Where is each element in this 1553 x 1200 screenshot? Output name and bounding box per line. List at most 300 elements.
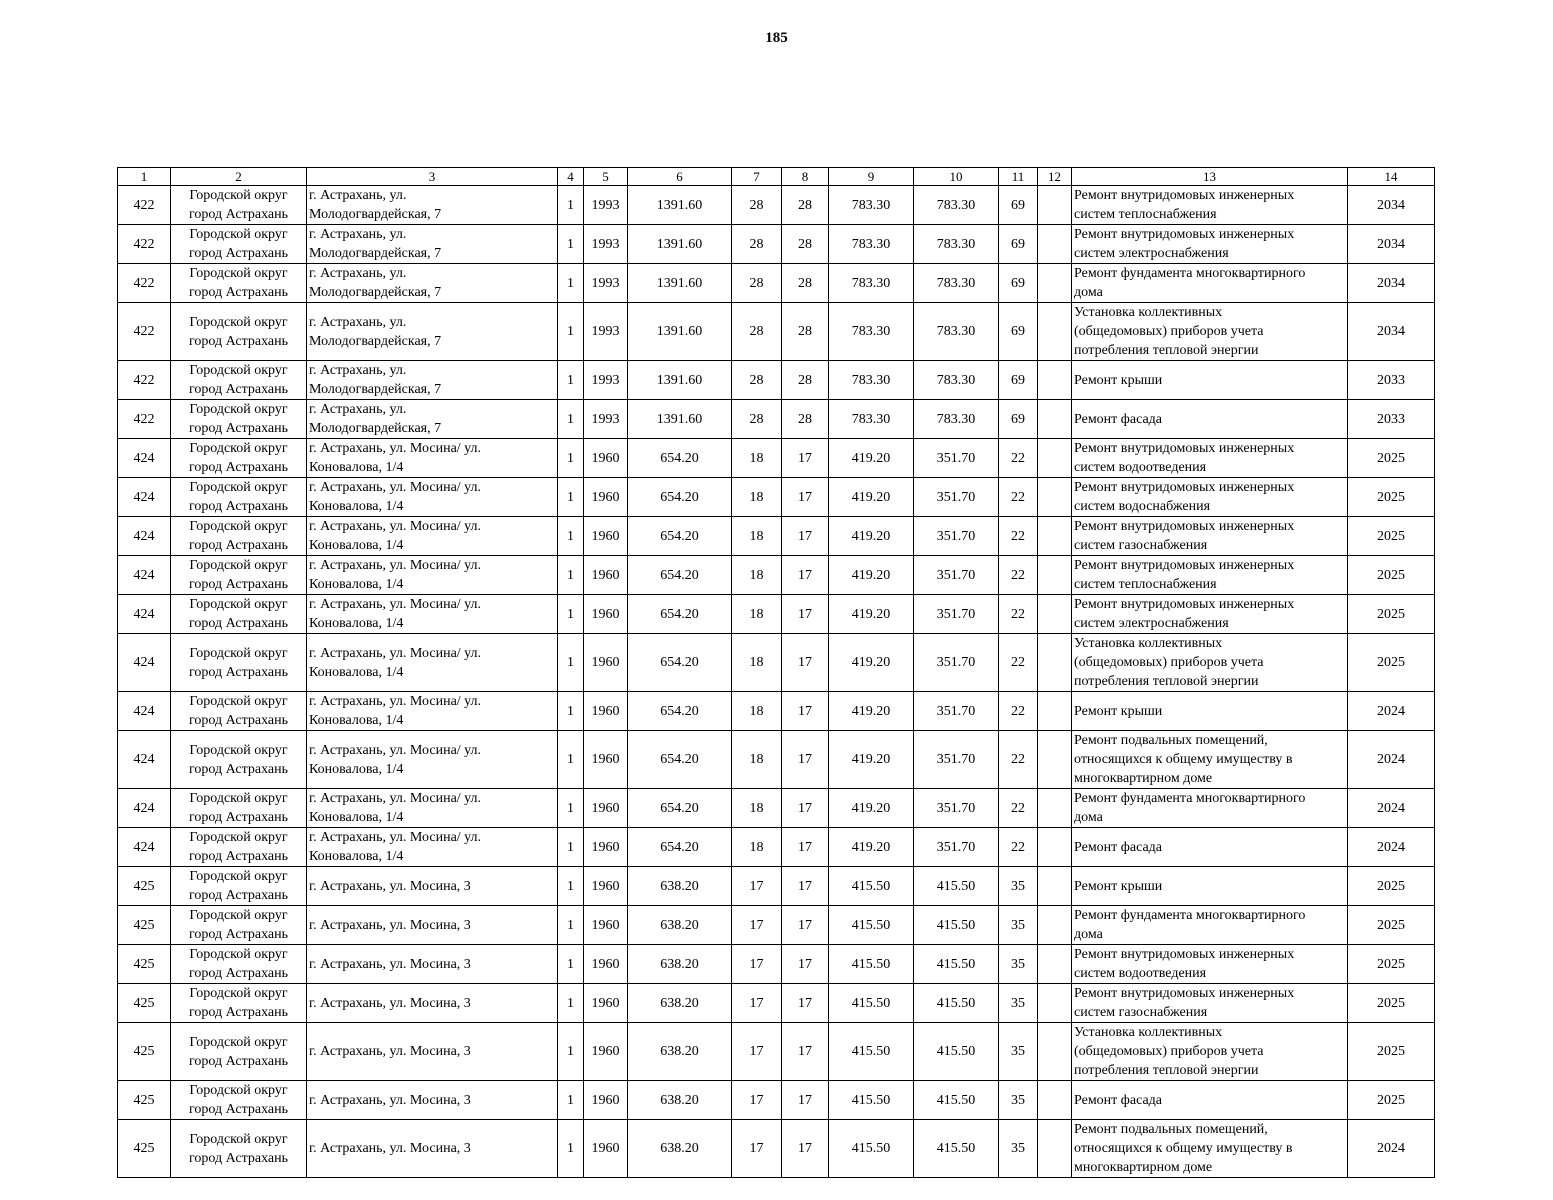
col6-cell: 654.20 — [628, 789, 732, 828]
col10-cell: 351.70 — [914, 731, 999, 789]
col11-cell: 22 — [999, 517, 1038, 556]
col7-cell: 18 — [732, 789, 782, 828]
col12-cell — [1038, 361, 1072, 400]
work-type-cell: Ремонт крыши — [1072, 692, 1348, 731]
page-number: 185 — [765, 30, 788, 46]
planned-year-cell: 2025 — [1348, 906, 1435, 945]
col6-cell: 638.20 — [628, 867, 732, 906]
col8-cell: 17 — [782, 1023, 829, 1081]
col6-cell: 654.20 — [628, 595, 732, 634]
work-type-cell: Установка коллективных (общедомовых) приборов учета потребления тепловой энергии — [1072, 303, 1348, 361]
col6-cell: 1391.60 — [628, 264, 732, 303]
col11-cell: 35 — [999, 945, 1038, 984]
table-row — [118, 828, 1435, 867]
column-header: 1 — [118, 168, 171, 186]
year-cell: 1993 — [584, 225, 628, 264]
col8-cell: 17 — [782, 595, 829, 634]
municipality-cell: Городской округ город Астрахань — [171, 731, 307, 789]
address-cell: г. Астрахань, ул. Мосина, 3 — [307, 867, 558, 906]
col12-cell — [1038, 478, 1072, 517]
col11-cell: 69 — [999, 361, 1038, 400]
work-type-cell: Ремонт подвальных помещений, относящихся к общему имуществу в многоквартирном доме — [1072, 731, 1348, 789]
col9-cell: 419.20 — [829, 828, 914, 867]
column-header: 5 — [584, 168, 628, 186]
table-row — [118, 478, 1435, 517]
municipality-cell: Городской округ город Астрахань — [171, 906, 307, 945]
col9-cell: 783.30 — [829, 303, 914, 361]
col9-cell: 415.50 — [829, 1081, 914, 1120]
col6-cell: 1391.60 — [628, 400, 732, 439]
col12-cell — [1038, 595, 1072, 634]
municipality-cell: Городской округ город Астрахань — [171, 517, 307, 556]
municipality-cell: Городской округ город Астрахань — [171, 439, 307, 478]
col7-cell: 18 — [732, 517, 782, 556]
planned-year-cell: 2025 — [1348, 478, 1435, 517]
planned-year-cell: 2034 — [1348, 186, 1435, 225]
row-number-cell: 425 — [118, 1023, 171, 1081]
col11-cell: 22 — [999, 556, 1038, 595]
col9-cell: 419.20 — [829, 556, 914, 595]
col10-cell: 351.70 — [914, 595, 999, 634]
work-type-cell: Ремонт внутридомовых инженерных систем электроснабжения — [1072, 595, 1348, 634]
work-type-cell: Ремонт фундамента многоквартирного дома — [1072, 789, 1348, 828]
col8-cell: 28 — [782, 225, 829, 264]
col8-cell: 28 — [782, 361, 829, 400]
col9-cell: 419.20 — [829, 731, 914, 789]
col6-cell: 654.20 — [628, 478, 732, 517]
planned-year-cell: 2024 — [1348, 828, 1435, 867]
col8-cell: 17 — [782, 634, 829, 692]
col10-cell: 351.70 — [914, 439, 999, 478]
year-cell: 1960 — [584, 556, 628, 595]
col9-cell: 419.20 — [829, 692, 914, 731]
col4-cell: 1 — [558, 1120, 584, 1178]
year-cell: 1960 — [584, 789, 628, 828]
col9-cell: 783.30 — [829, 361, 914, 400]
col12-cell — [1038, 789, 1072, 828]
col11-cell: 22 — [999, 634, 1038, 692]
work-type-cell: Ремонт фасада — [1072, 400, 1348, 439]
col4-cell: 1 — [558, 517, 584, 556]
address-cell: г. Астрахань, ул. Мосина/ ул. Коновалова, 1/4 — [307, 731, 558, 789]
col6-cell: 638.20 — [628, 945, 732, 984]
column-header: 13 — [1072, 168, 1348, 186]
col9-cell: 415.50 — [829, 1120, 914, 1178]
col7-cell: 28 — [732, 361, 782, 400]
col11-cell: 35 — [999, 1081, 1038, 1120]
col4-cell: 1 — [558, 303, 584, 361]
work-type-cell: Установка коллективных (общедомовых) приборов учета потребления тепловой энергии — [1072, 634, 1348, 692]
address-cell: г. Астрахань, ул. Мосина, 3 — [307, 945, 558, 984]
table-row — [118, 984, 1435, 1023]
col11-cell: 22 — [999, 828, 1038, 867]
col7-cell: 17 — [732, 906, 782, 945]
table-row — [118, 945, 1435, 984]
table-row — [118, 439, 1435, 478]
year-cell: 1960 — [584, 945, 628, 984]
col7-cell: 28 — [732, 400, 782, 439]
col6-cell: 654.20 — [628, 731, 732, 789]
col10-cell: 415.50 — [914, 867, 999, 906]
col7-cell: 18 — [732, 731, 782, 789]
col4-cell: 1 — [558, 634, 584, 692]
row-number-cell: 422 — [118, 264, 171, 303]
work-type-cell: Ремонт внутридомовых инженерных систем газоснабжения — [1072, 984, 1348, 1023]
col11-cell: 69 — [999, 225, 1038, 264]
planned-year-cell: 2033 — [1348, 361, 1435, 400]
col4-cell: 1 — [558, 906, 584, 945]
col11-cell: 22 — [999, 595, 1038, 634]
row-number-cell: 424 — [118, 731, 171, 789]
col10-cell: 415.50 — [914, 945, 999, 984]
col10-cell: 351.70 — [914, 634, 999, 692]
col4-cell: 1 — [558, 1023, 584, 1081]
col4-cell: 1 — [558, 186, 584, 225]
row-number-cell: 424 — [118, 478, 171, 517]
row-number-cell: 425 — [118, 945, 171, 984]
col4-cell: 1 — [558, 984, 584, 1023]
col11-cell: 22 — [999, 478, 1038, 517]
col12-cell — [1038, 828, 1072, 867]
row-number-cell: 422 — [118, 400, 171, 439]
col4-cell: 1 — [558, 264, 584, 303]
col7-cell: 28 — [732, 225, 782, 264]
col8-cell: 28 — [782, 186, 829, 225]
year-cell: 1960 — [584, 1120, 628, 1178]
col8-cell: 17 — [782, 828, 829, 867]
address-cell: г. Астрахань, ул. Мосина/ ул. Коновалова, 1/4 — [307, 828, 558, 867]
col12-cell — [1038, 400, 1072, 439]
year-cell: 1960 — [584, 439, 628, 478]
municipality-cell: Городской округ город Астрахань — [171, 361, 307, 400]
work-type-cell: Ремонт крыши — [1072, 361, 1348, 400]
planned-year-cell: 2025 — [1348, 517, 1435, 556]
col12-cell — [1038, 264, 1072, 303]
year-cell: 1993 — [584, 186, 628, 225]
col6-cell: 654.20 — [628, 517, 732, 556]
col4-cell: 1 — [558, 478, 584, 517]
municipality-cell: Городской округ город Астрахань — [171, 400, 307, 439]
year-cell: 1960 — [584, 634, 628, 692]
col4-cell: 1 — [558, 1081, 584, 1120]
column-header: 4 — [558, 168, 584, 186]
address-cell: г. Астрахань, ул. Мосина, 3 — [307, 1081, 558, 1120]
col9-cell: 783.30 — [829, 400, 914, 439]
address-cell: г. Астрахань, ул. Молодогвардейская, 7 — [307, 225, 558, 264]
work-type-cell: Ремонт внутридомовых инженерных систем водоснабжения — [1072, 478, 1348, 517]
col12-cell — [1038, 1081, 1072, 1120]
year-cell: 1960 — [584, 828, 628, 867]
row-number-cell: 424 — [118, 556, 171, 595]
row-number-cell: 422 — [118, 225, 171, 264]
municipality-cell: Городской округ город Астрахань — [171, 1081, 307, 1120]
col11-cell: 69 — [999, 264, 1038, 303]
year-cell: 1960 — [584, 478, 628, 517]
work-type-cell: Ремонт крыши — [1072, 867, 1348, 906]
col12-cell — [1038, 731, 1072, 789]
col10-cell: 783.30 — [914, 400, 999, 439]
address-cell: г. Астрахань, ул. Молодогвардейская, 7 — [307, 186, 558, 225]
year-cell: 1993 — [584, 361, 628, 400]
col12-cell — [1038, 634, 1072, 692]
col11-cell: 35 — [999, 984, 1038, 1023]
col10-cell: 783.30 — [914, 303, 999, 361]
table-row — [118, 517, 1435, 556]
municipality-cell: Городской округ город Астрахань — [171, 789, 307, 828]
col8-cell: 17 — [782, 556, 829, 595]
col8-cell: 17 — [782, 1120, 829, 1178]
col11-cell: 35 — [999, 1023, 1038, 1081]
column-header: 10 — [914, 168, 999, 186]
col7-cell: 18 — [732, 439, 782, 478]
col4-cell: 1 — [558, 789, 584, 828]
col9-cell: 783.30 — [829, 225, 914, 264]
col9-cell: 415.50 — [829, 867, 914, 906]
col9-cell: 783.30 — [829, 186, 914, 225]
col12-cell — [1038, 1120, 1072, 1178]
table-row — [118, 731, 1435, 789]
col8-cell: 28 — [782, 264, 829, 303]
col8-cell: 28 — [782, 303, 829, 361]
address-cell: г. Астрахань, ул. Мосина, 3 — [307, 1120, 558, 1178]
column-header: 14 — [1348, 168, 1435, 186]
table-row — [118, 789, 1435, 828]
work-type-cell: Ремонт фасада — [1072, 1081, 1348, 1120]
planned-year-cell: 2024 — [1348, 692, 1435, 731]
year-cell: 1960 — [584, 1023, 628, 1081]
year-cell: 1960 — [584, 731, 628, 789]
planned-year-cell: 2025 — [1348, 1023, 1435, 1081]
address-cell: г. Астрахань, ул. Мосина, 3 — [307, 1023, 558, 1081]
work-type-cell: Ремонт внутридомовых инженерных систем электроснабжения — [1072, 225, 1348, 264]
col7-cell: 17 — [732, 1120, 782, 1178]
col7-cell: 18 — [732, 692, 782, 731]
table-row — [118, 186, 1435, 225]
work-type-cell: Установка коллективных (общедомовых) приборов учета потребления тепловой энергии — [1072, 1023, 1348, 1081]
col8-cell: 17 — [782, 517, 829, 556]
planned-year-cell: 2034 — [1348, 225, 1435, 264]
municipality-cell: Городской округ город Астрахань — [171, 634, 307, 692]
col6-cell: 638.20 — [628, 906, 732, 945]
address-cell: г. Астрахань, ул. Мосина/ ул. Коновалова, 1/4 — [307, 789, 558, 828]
address-cell: г. Астрахань, ул. Молодогвардейская, 7 — [307, 361, 558, 400]
col11-cell: 35 — [999, 906, 1038, 945]
col11-cell: 69 — [999, 400, 1038, 439]
municipality-cell: Городской округ город Астрахань — [171, 1023, 307, 1081]
year-cell: 1960 — [584, 595, 628, 634]
col6-cell: 1391.60 — [628, 225, 732, 264]
table-row — [118, 1023, 1435, 1081]
col4-cell: 1 — [558, 595, 584, 634]
col10-cell: 415.50 — [914, 1120, 999, 1178]
col7-cell: 17 — [732, 945, 782, 984]
address-cell: г. Астрахань, ул. Мосина, 3 — [307, 984, 558, 1023]
col7-cell: 18 — [732, 828, 782, 867]
col6-cell: 654.20 — [628, 634, 732, 692]
col4-cell: 1 — [558, 361, 584, 400]
col4-cell: 1 — [558, 692, 584, 731]
work-type-cell: Ремонт фундамента многоквартирного дома — [1072, 264, 1348, 303]
col10-cell: 351.70 — [914, 478, 999, 517]
row-number-cell: 425 — [118, 906, 171, 945]
row-number-cell: 425 — [118, 1081, 171, 1120]
planned-year-cell: 2024 — [1348, 1120, 1435, 1178]
table-row — [118, 264, 1435, 303]
col12-cell — [1038, 556, 1072, 595]
col11-cell: 69 — [999, 303, 1038, 361]
row-number-cell: 424 — [118, 634, 171, 692]
planned-year-cell: 2025 — [1348, 634, 1435, 692]
row-number-cell: 422 — [118, 186, 171, 225]
table-row — [118, 1081, 1435, 1120]
row-number-cell: 422 — [118, 361, 171, 400]
municipality-cell: Городской округ город Астрахань — [171, 303, 307, 361]
col8-cell: 17 — [782, 906, 829, 945]
col6-cell: 1391.60 — [628, 361, 732, 400]
col6-cell: 638.20 — [628, 984, 732, 1023]
address-cell: г. Астрахань, ул. Мосина/ ул. Коновалова, 1/4 — [307, 634, 558, 692]
col7-cell: 28 — [732, 303, 782, 361]
col6-cell: 1391.60 — [628, 186, 732, 225]
column-header: 11 — [999, 168, 1038, 186]
planned-year-cell: 2025 — [1348, 1081, 1435, 1120]
table-row — [118, 303, 1435, 361]
table-row — [118, 595, 1435, 634]
col6-cell: 638.20 — [628, 1081, 732, 1120]
col10-cell: 415.50 — [914, 984, 999, 1023]
year-cell: 1960 — [584, 906, 628, 945]
col7-cell: 17 — [732, 867, 782, 906]
planned-year-cell: 2025 — [1348, 439, 1435, 478]
col12-cell — [1038, 692, 1072, 731]
work-type-cell: Ремонт фундамента многоквартирного дома — [1072, 906, 1348, 945]
col10-cell: 783.30 — [914, 225, 999, 264]
col10-cell: 351.70 — [914, 556, 999, 595]
col11-cell: 22 — [999, 692, 1038, 731]
address-cell: г. Астрахань, ул. Мосина/ ул. Коновалова, 1/4 — [307, 692, 558, 731]
col8-cell: 17 — [782, 1081, 829, 1120]
year-cell: 1960 — [584, 1081, 628, 1120]
planned-year-cell: 2034 — [1348, 264, 1435, 303]
table-row — [118, 556, 1435, 595]
col10-cell: 351.70 — [914, 789, 999, 828]
col6-cell: 654.20 — [628, 692, 732, 731]
col12-cell — [1038, 225, 1072, 264]
work-type-cell: Ремонт внутридомовых инженерных систем водоотведения — [1072, 945, 1348, 984]
col8-cell: 17 — [782, 945, 829, 984]
column-number-row — [118, 168, 1435, 186]
col11-cell: 35 — [999, 867, 1038, 906]
row-number-cell: 425 — [118, 867, 171, 906]
col10-cell: 415.50 — [914, 906, 999, 945]
col10-cell: 415.50 — [914, 1023, 999, 1081]
col8-cell: 17 — [782, 867, 829, 906]
row-number-cell: 424 — [118, 789, 171, 828]
row-number-cell: 424 — [118, 692, 171, 731]
col4-cell: 1 — [558, 400, 584, 439]
row-number-cell: 424 — [118, 439, 171, 478]
col7-cell: 18 — [732, 634, 782, 692]
col6-cell: 654.20 — [628, 556, 732, 595]
col8-cell: 17 — [782, 478, 829, 517]
col4-cell: 1 — [558, 731, 584, 789]
municipality-cell: Городской округ город Астрахань — [171, 867, 307, 906]
address-cell: г. Астрахань, ул. Молодогвардейская, 7 — [307, 400, 558, 439]
col9-cell: 419.20 — [829, 439, 914, 478]
municipality-cell: Городской округ город Астрахань — [171, 1120, 307, 1178]
row-number-cell: 424 — [118, 517, 171, 556]
row-number-cell: 424 — [118, 595, 171, 634]
table-row — [118, 1120, 1435, 1178]
col6-cell: 654.20 — [628, 439, 732, 478]
table-row — [118, 867, 1435, 906]
col8-cell: 17 — [782, 692, 829, 731]
col12-cell — [1038, 945, 1072, 984]
year-cell: 1960 — [584, 517, 628, 556]
col8-cell: 17 — [782, 984, 829, 1023]
table-row — [118, 400, 1435, 439]
col6-cell: 638.20 — [628, 1120, 732, 1178]
col10-cell: 351.70 — [914, 828, 999, 867]
year-cell: 1960 — [584, 867, 628, 906]
municipality-cell: Городской округ город Астрахань — [171, 595, 307, 634]
col4-cell: 1 — [558, 828, 584, 867]
col9-cell: 415.50 — [829, 984, 914, 1023]
column-header: 12 — [1038, 168, 1072, 186]
col10-cell: 783.30 — [914, 186, 999, 225]
address-cell: г. Астрахань, ул. Мосина/ ул. Коновалова, 1/4 — [307, 439, 558, 478]
municipality-cell: Городской округ город Астрахань — [171, 186, 307, 225]
table-body — [118, 186, 1435, 1178]
col9-cell: 415.50 — [829, 906, 914, 945]
col9-cell: 419.20 — [829, 478, 914, 517]
municipality-cell: Городской округ город Астрахань — [171, 984, 307, 1023]
col6-cell: 654.20 — [628, 828, 732, 867]
column-header: 9 — [829, 168, 914, 186]
col12-cell — [1038, 439, 1072, 478]
year-cell: 1960 — [584, 692, 628, 731]
municipality-cell: Городской округ город Астрахань — [171, 945, 307, 984]
col6-cell: 1391.60 — [628, 303, 732, 361]
work-type-cell: Ремонт фасада — [1072, 828, 1348, 867]
year-cell: 1993 — [584, 264, 628, 303]
col8-cell: 28 — [782, 400, 829, 439]
table-row — [118, 906, 1435, 945]
year-cell: 1993 — [584, 400, 628, 439]
capital-repair-table — [117, 167, 1435, 1178]
table-row — [118, 634, 1435, 692]
municipality-cell: Городской округ город Астрахань — [171, 225, 307, 264]
work-type-cell: Ремонт внутридомовых инженерных систем газоснабжения — [1072, 517, 1348, 556]
column-header: 3 — [307, 168, 558, 186]
year-cell: 1993 — [584, 303, 628, 361]
municipality-cell: Городской округ город Астрахань — [171, 478, 307, 517]
row-number-cell: 422 — [118, 303, 171, 361]
col7-cell: 28 — [732, 264, 782, 303]
col12-cell — [1038, 867, 1072, 906]
planned-year-cell: 2024 — [1348, 731, 1435, 789]
col4-cell: 1 — [558, 867, 584, 906]
row-number-cell: 424 — [118, 828, 171, 867]
col12-cell — [1038, 517, 1072, 556]
planned-year-cell: 2025 — [1348, 945, 1435, 984]
col11-cell: 22 — [999, 731, 1038, 789]
col7-cell: 17 — [732, 1081, 782, 1120]
column-header: 7 — [732, 168, 782, 186]
column-header: 2 — [171, 168, 307, 186]
col10-cell: 415.50 — [914, 1081, 999, 1120]
col10-cell: 351.70 — [914, 517, 999, 556]
